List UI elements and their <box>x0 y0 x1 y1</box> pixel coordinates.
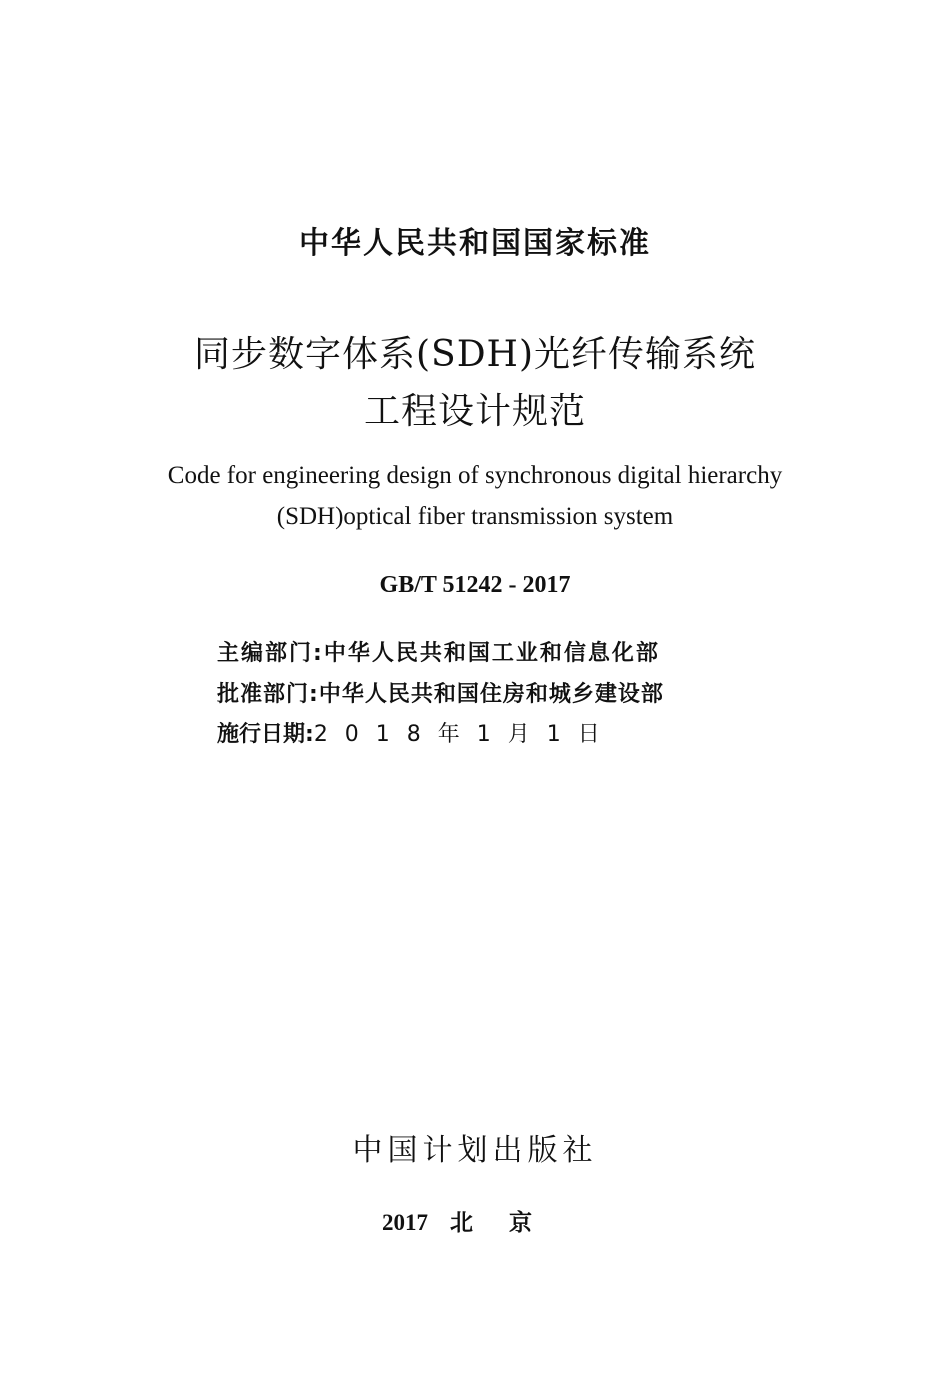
approver-department-label: 批准部门: <box>217 682 319 707</box>
title-english-line-2: (SDH)optical fiber transmission system <box>276 503 674 530</box>
editor-department-row <box>217 636 777 667</box>
title-chinese-line-1: 同步数字体系(SDH)光纤传输系统 <box>193 334 756 375</box>
publication-city: 北京 <box>450 1210 568 1236</box>
publication-year: 2017 <box>382 1210 428 1235</box>
approver-department-value: 中华人民共和国住房和城乡建设部 <box>318 682 664 707</box>
publisher-name: 中国计划出版社 <box>352 1133 598 1168</box>
editor-department-label: 主编部门: <box>217 641 324 666</box>
title-english-line-1: Code for engineering design of synchronous digital hierarchy <box>167 462 783 489</box>
effective-date-value: 2018年1月1日 <box>313 722 617 747</box>
publication-place-row <box>0 1204 950 1237</box>
effective-date-row <box>217 717 777 748</box>
approver-department-row <box>217 677 777 708</box>
effective-date-label: 施行日期: <box>217 722 314 747</box>
editor-department-value: 中华人民共和国工业和信息化部 <box>323 641 660 666</box>
title-chinese-line-2: 工程设计规范 <box>363 391 586 432</box>
national-standard-heading: 中华人民共和国国家标准 <box>299 226 651 261</box>
standard-code: GB/T 51242 - 2017 <box>379 572 571 598</box>
